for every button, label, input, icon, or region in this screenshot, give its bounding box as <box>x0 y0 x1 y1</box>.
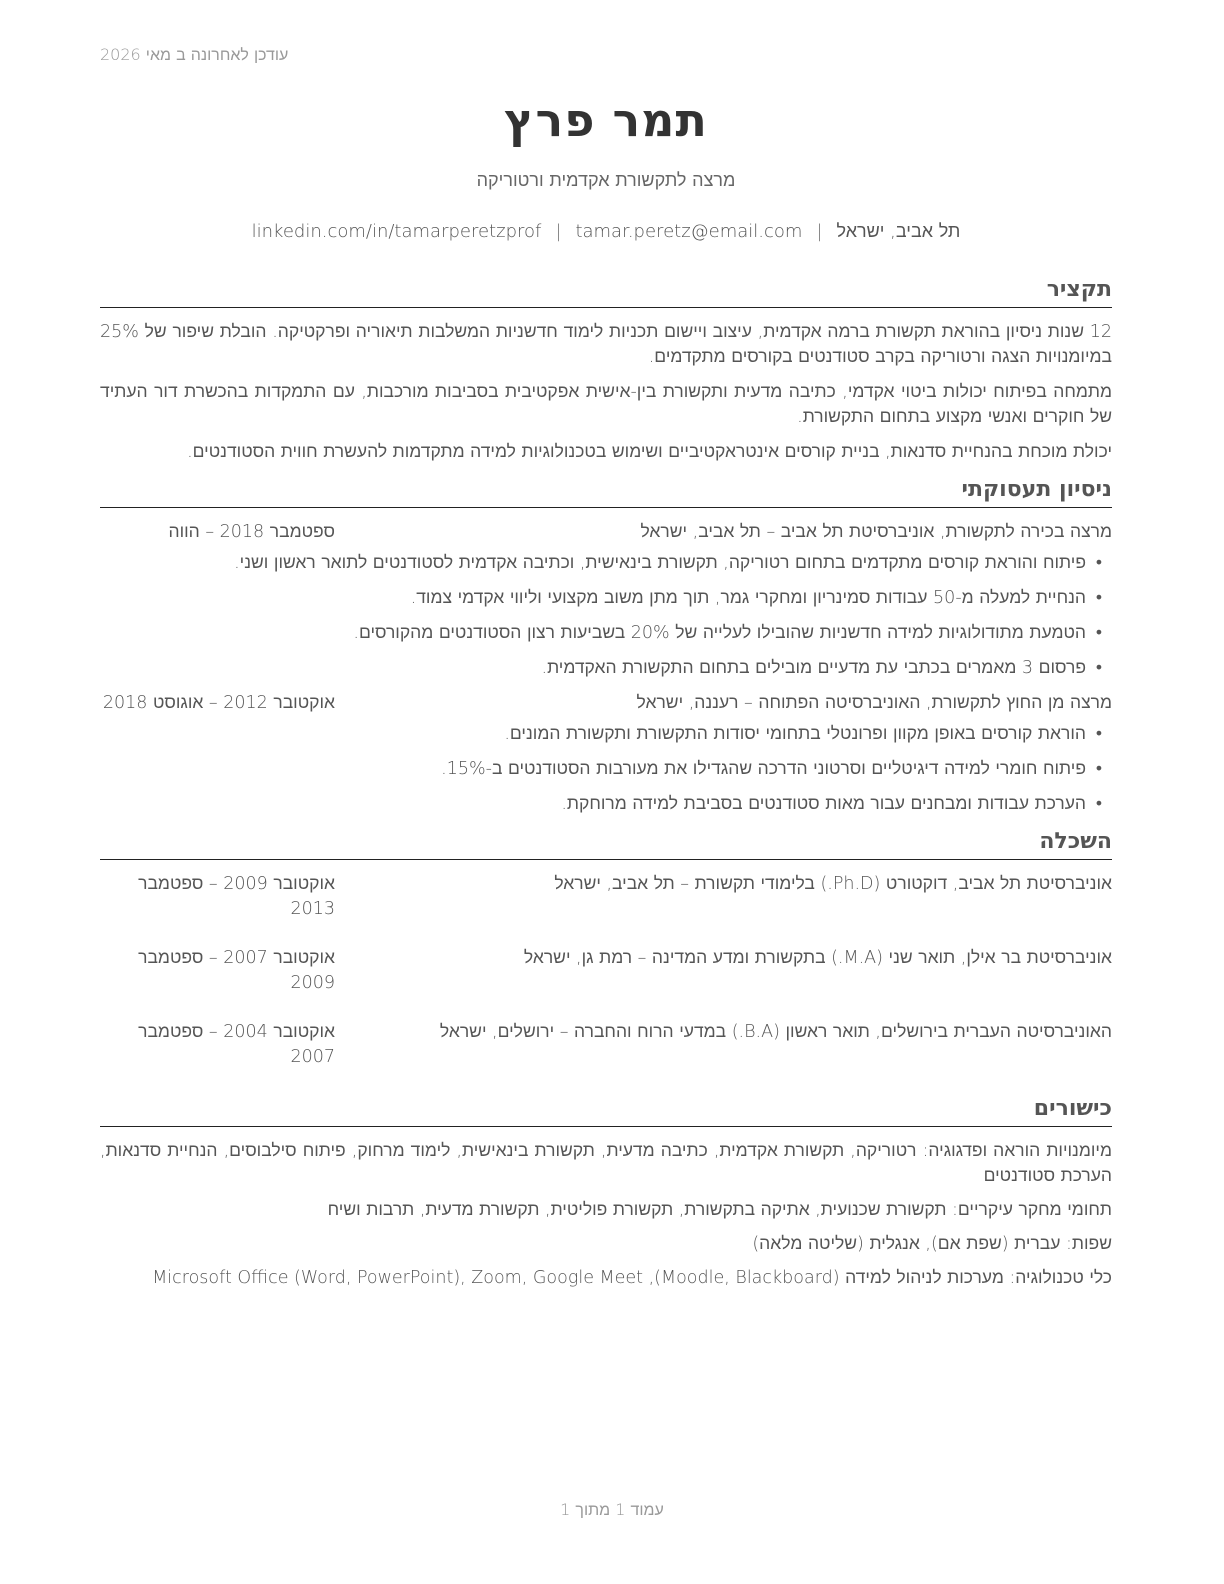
bullet-item: •הוראת קורסים באופן מקוון ופרונטלי בתחומי יסודות התקשורת ותקשורת המונים. <box>100 722 1102 747</box>
experience-heading: ניסיון תעסוקתי <box>100 475 1112 508</box>
location: תל אביב, ישראל <box>836 221 961 242</box>
email-link[interactable]: tamar.peretz@email.com <box>575 221 803 242</box>
education-item <box>100 872 1112 922</box>
job-dates: אוקטובר 2012 – אוגוסט 2018 <box>102 693 335 713</box>
bullet-item: •הערכת עבודות ומבחנים עבור מאות סטודנטים בסביבת למידה מרוחקת. <box>100 792 1102 817</box>
bullet-item: •פיתוח והוראת קורסים מתקדמים בתחום רטוריקה, תקשורת בינאישית, וכתיבה אקדמית לסטודנטים לתואר ראשון ושני. <box>100 551 1102 576</box>
linkedin-link[interactable]: linkedin.com/in/tamarperetzprof <box>251 221 542 242</box>
bullet-item: •פיתוח חומרי למידה דיגיטליים וסרטוני הדרכה שהגדילו את מעורבות הסטודנטים ב-15%. <box>100 757 1102 782</box>
summary-paragraph: יכולת מוכחת בהנחיית סדנאות, בניית קורסים אינטראקטיביים ושימוש בטכנולוגיות למידה מתקדמות להעשרת חווית הסטודנטים. <box>187 442 1112 462</box>
bullet-item: •הנחיית למעלה מ-50 עבודות סמינריון ומחקרי גמר, תוך מתן משוב מקצועי וליווי אקדמי צמוד. <box>100 586 1102 611</box>
bullet-dot: • <box>1095 588 1102 608</box>
separator: | <box>555 221 562 242</box>
degree-dates: אוקטובר 2004 – ספטמבר 2007 <box>138 1022 335 1067</box>
page-number: עמוד 1 מתוך 1 <box>560 1500 664 1519</box>
job-title-line: מרצה בכירה לתקשורת, אוניברסיטת תל אביב – תל אביב, ישראל <box>640 522 1112 542</box>
bullet-dot: • <box>1095 658 1102 678</box>
resume-header <box>100 90 1112 242</box>
summary-paragraph: 12 שנות ניסיון בהוראת תקשורת ברמה אקדמית, עיצוב ויישום תכניות לימוד חדשניות המשלבות תיאוריה ופרקטיקה. הובלת שיפור של 25% במיומנויות הצגה ורטוריקה בקרב סטודנטים בקורסים מתקדמים. <box>100 322 1112 367</box>
degree-dates: אוקטובר 2009 – ספטמבר 2013 <box>138 874 335 919</box>
degree-line: האוניברסיטה העברית בירושלים, תואר ראשון (B.A.) במדעי הרוח והחברה – ירושלים, ישראל <box>439 1022 1112 1042</box>
bullet-item: •הטמעת מתודולוגיות למידה חדשניות שהובילו לעלייה של 20% בשביעות רצון הסטודנטים מהקורסים. <box>100 621 1102 646</box>
full-name: תמר פרץ <box>504 93 708 147</box>
summary-heading: תקציר <box>100 275 1112 308</box>
experience-item <box>100 691 1112 817</box>
job-bullets <box>100 551 1112 681</box>
bullet-dot: • <box>1095 623 1102 643</box>
degree-line: אוניברסיטת בר אילן, תואר שני (M.A.) בתקשורת ומדע המדינה – רמת גן, ישראל <box>523 948 1112 968</box>
skill-line: כלי טכנולוגיה: מערכות לניהול למידה (Moodle, Blackboard), Microsoft Office (Word, PowerPoint), Zoom, Google Meet <box>152 1268 1112 1288</box>
degree-line: אוניברסיטת תל אביב, דוקטורט (Ph.D.) בלימודי תקשורת – תל אביב, ישראל <box>554 874 1112 894</box>
degree-dates: אוקטובר 2007 – ספטמבר 2009 <box>138 948 335 993</box>
last-updated: עודכן לאחרונה ב מאי 2026 <box>100 45 289 64</box>
bullet-dot: • <box>1095 759 1102 779</box>
experience-item <box>100 520 1112 681</box>
contact-line <box>100 221 1112 242</box>
resume-content <box>100 275 1112 1300</box>
skills-heading: כישורים <box>100 1094 1112 1127</box>
job-bullets <box>100 722 1112 817</box>
separator: | <box>816 221 823 242</box>
bullet-dot: • <box>1095 724 1102 744</box>
skill-line: מיומנויות הוראה ופדגוגיה: רטוריקה, תקשורת אקדמית, כתיבה מדעית, תקשורת בינאישית, לימוד מרחוק, פיתוח סילבוסים, הנחיית סדנאות, הערכת סטודנטים <box>100 1141 1112 1186</box>
education-heading: השכלה <box>100 827 1112 860</box>
bullet-dot: • <box>1095 794 1102 814</box>
bullet-item: •פרסום 3 מאמרים בכתבי עת מדעיים מובילים בתחום התקשורת האקדמית. <box>100 656 1102 681</box>
skill-line: תחומי מחקר עיקריים: תקשורת שכנועית, אתיקה בתקשורת, תקשורת פוליטית, תקשורת מדעית, תרבות ושיח <box>327 1200 1112 1220</box>
job-title-line: מרצה מן החוץ לתקשורת, האוניברסיטה הפתוחה – רעננה, ישראל <box>636 693 1112 713</box>
education-item <box>100 1020 1112 1070</box>
job-title: מרצה לתקשורת אקדמית ורטוריקה <box>476 170 736 191</box>
education-item <box>100 946 1112 996</box>
summary-paragraph: מתמחה בפיתוח יכולות ביטוי אקדמי, כתיבה מדעית ותקשורת בין-אישית אפקטיבית בסביבות מורכבות, עם התמקדות בהכשרת דור העתיד של חוקרים ואנשי מקצוע בתחום התקשורת. <box>100 382 1112 427</box>
bullet-dot: • <box>1095 553 1102 573</box>
skill-line: שפות: עברית (שפת אם), אנגלית (שליטה מלאה) <box>752 1234 1112 1254</box>
job-dates: ספטמבר 2018 – הווה <box>168 522 335 542</box>
